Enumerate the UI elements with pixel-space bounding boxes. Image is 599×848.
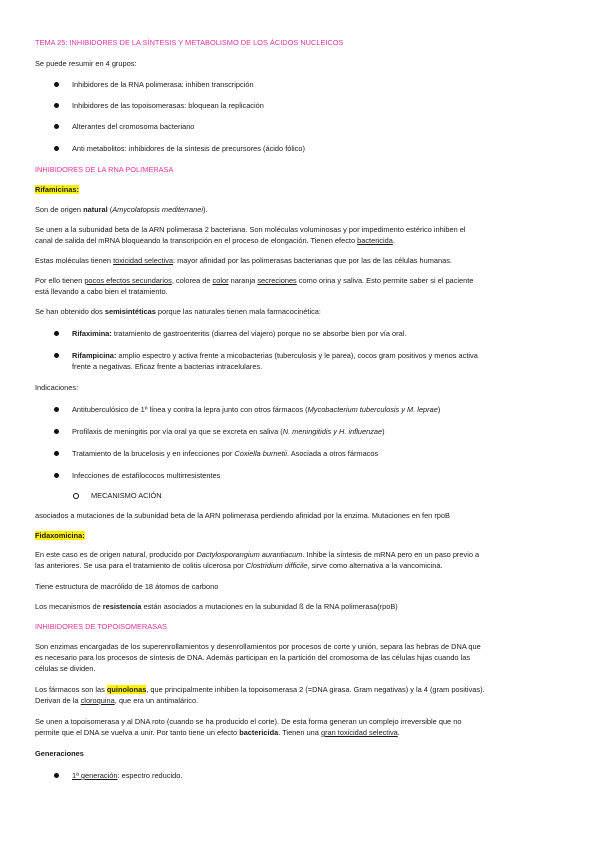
species-name: N. meningitidis y H. influenzae xyxy=(282,427,383,436)
bullet-icon xyxy=(54,473,59,478)
text: las anteriores. Se usa para el tratamiento de colitis ulcerosa por xyxy=(35,561,246,570)
underlined-term: pocos efectos secundarios xyxy=(84,276,172,285)
text: : mayor afinidad por las polimerasas bacterianas que por las de las células humanas. xyxy=(173,256,452,265)
species-name: Coxiella burnetii xyxy=(234,449,287,458)
text: Antituberculósico de 1º línea y contra la lepra junto con otros fármacos ( xyxy=(72,405,308,414)
resistance-text: asociados a mutaciones de la subunidad beta de la ARN polimerasa perdiendo afinidad por la enzima. Mutaciones en fen rpoB xyxy=(35,511,450,520)
text: como orina y saliva. Esto permite saber si el paciente xyxy=(296,276,474,285)
drug-name: Rifaximina: xyxy=(72,329,112,338)
text: Estas moléculas tienen xyxy=(35,256,114,265)
text: Por ello tienen xyxy=(35,276,85,285)
bullet-icon xyxy=(54,429,59,434)
rifamicinas-side-effects-line2: está llevando a cabo bien el tratamiento. xyxy=(35,287,168,296)
fidaxomicina-line1 xyxy=(35,549,565,560)
text: . Tienen una xyxy=(278,728,321,737)
sub-list-item: MECANISMO ACIÓN xyxy=(91,491,162,500)
text: , sirve como alternativa a la vancomicina. xyxy=(307,561,443,570)
list-item: Inhibidores de las topoisomerasas: bloquean la replicación xyxy=(72,101,264,110)
text: : espectro reducido. xyxy=(117,771,183,780)
bullet-icon xyxy=(54,331,59,336)
bullet-icon xyxy=(54,407,59,412)
fidaxomicina-line2 xyxy=(35,560,565,571)
topo-mechanism-line2 xyxy=(35,727,565,738)
highlight: Rifamicinas: xyxy=(35,185,79,194)
list-item xyxy=(72,448,562,459)
fidaxomicina-resistance xyxy=(35,601,565,612)
text: En este caso es de origen natural, producido por xyxy=(35,550,197,559)
bullet-icon xyxy=(54,124,59,129)
species-name: Dactylosporangium aurantiacum xyxy=(196,550,303,559)
list-item xyxy=(72,426,562,437)
text: Son de origen xyxy=(35,205,84,214)
underlined-term: secreciones xyxy=(257,276,297,285)
text: canal de salida del mRNA bloqueando la transcripción en el proceso de elongación. Tienen efecto xyxy=(35,236,358,245)
species-name: Amycolatopsis mediterranei xyxy=(112,205,204,214)
text: ) xyxy=(437,405,441,414)
list-item: Anti metabolitos: inhibidores de la síntesis de precursores (ácido fólico) xyxy=(72,144,305,153)
text: . xyxy=(397,728,400,737)
text: están asociados a mutaciones en la subunidad ß de la RNA polimerasa(rpoB) xyxy=(141,602,398,611)
text: ). xyxy=(203,205,208,214)
text: amplio espectro y activa frente a micobacterias (tuberculosis y le parea), cocos gram positivos y menos activa xyxy=(116,351,478,360)
text: Tratamiento de la brucelosis y en infecciones por xyxy=(72,449,235,458)
list-item xyxy=(72,350,562,361)
species-name: Clostridium difficile xyxy=(245,561,308,570)
underlined-term: 1ª generación xyxy=(72,771,118,780)
species-name: Mycobacterium tuberculosis y M. leprae xyxy=(307,405,438,414)
list-item xyxy=(72,328,562,339)
highlight: Fidaxomicina: xyxy=(35,531,85,540)
document-title: TEMA 25: INHIBIDORES DE LA SÍNTESIS Y METABOLISMO DE LOS ÁCIDOS NUCLEICOS xyxy=(35,38,344,47)
text: naranja xyxy=(228,276,258,285)
fidaxomicina-structure: Tiene estructura de macrólido de 18 átomos de carbono xyxy=(35,582,219,591)
text: permite que el DNA se vuelva a unir. Por tanto tiene un efecto xyxy=(35,728,240,737)
text: Profilaxis de meningitis por vía oral ya que se excreta en saliva ( xyxy=(72,427,283,436)
bullet-icon xyxy=(54,103,59,108)
text: Los mecanismos de xyxy=(35,602,103,611)
rifamicinas-toxicity xyxy=(35,255,565,266)
rifamicinas-mechanism-line2 xyxy=(35,235,565,246)
generations-heading: Generaciones xyxy=(35,749,84,758)
intro-text: Se puede resumir en 4 grupos: xyxy=(35,59,137,68)
highlight: quinolonas xyxy=(106,685,147,694)
text: Derivan de la xyxy=(35,696,81,705)
text: Los fármacos son las xyxy=(35,685,107,694)
text: ( xyxy=(107,205,113,214)
topo-intro-line3: células se dividen. xyxy=(35,664,96,673)
text: , colorea de xyxy=(171,276,213,285)
list-item-continuation: frente a negativas. Eficaz frente a bacterias intracelulares. xyxy=(72,362,263,371)
text: Se han obtenido dos xyxy=(35,307,105,316)
rifamicinas-origin xyxy=(35,204,565,215)
underlined-term: gran toxicidad selectiva xyxy=(320,728,398,737)
bullet-icon xyxy=(54,146,59,151)
text: . Asociada a otros fármacos xyxy=(287,449,379,458)
bullet-icon xyxy=(54,451,59,456)
underlined-term: cloroquina xyxy=(80,696,115,705)
list-item: Inhibidores de la RNA polimerasa: inhiben transcripción xyxy=(72,80,254,89)
bullet-icon xyxy=(54,773,59,778)
bold-text: resistencia xyxy=(102,602,142,611)
text: ) xyxy=(382,427,385,436)
text: porque las naturales tienen mala farmacocinética: xyxy=(155,307,321,316)
quinolonas-line2 xyxy=(35,695,565,706)
hollow-bullet-icon xyxy=(73,493,79,499)
bold-text: semisintéticas xyxy=(104,307,156,316)
text: , que era un antimalárico. xyxy=(114,696,199,705)
topo-intro-line1: Son enzimas encargadas de los superenrollamientos y desenrollamientos por procesos de corte y unión, separa las hebras de DNA que xyxy=(35,642,481,651)
bullet-icon xyxy=(54,82,59,87)
fidaxomicina-heading xyxy=(35,530,565,541)
text: tratamiento de gastroenteritis (diarrea del viajero) porque no se absorbe bien por vía oral. xyxy=(111,329,407,338)
section-heading-topo: INHIBIDORES DE TOPOISOMERASAS xyxy=(35,622,167,631)
text: . xyxy=(392,236,395,245)
underlined-term: toxicidad selectiva xyxy=(113,256,174,265)
bullet-icon xyxy=(54,353,59,358)
underlined-term: bactericida xyxy=(357,236,393,245)
text: , que principalmente inhiben la topoisomerasa 2 (=DNA girasa. Gram negativas) y la 4 (gram positivas). xyxy=(146,685,485,694)
topo-mechanism-line1: Se unen a topoisomerasa y al DNA roto (cuando se ha producido el corte). De esta forma generan un complejo irreversible que no xyxy=(35,717,462,726)
rifamicinas-mechanism-line1: Se unen a la subunidad beta de la ARN polimerasa 2 bacteriana. Son moléculas voluminosas y por impedimento estérico inhiben el xyxy=(35,225,466,234)
list-item: Infecciones de estafilococos multirresistentes xyxy=(72,471,221,480)
quinolonas-line1 xyxy=(35,684,565,695)
rifamicinas-heading xyxy=(35,184,565,195)
list-item: Alterantes del cromosoma bacteriano xyxy=(72,122,195,131)
drug-name: Rifampicina: xyxy=(72,351,117,360)
underlined-term: color xyxy=(212,276,229,285)
bold-text: natural xyxy=(83,205,108,214)
text: . Inhibe la síntesis de mRNA pero en un paso previo a xyxy=(302,550,480,559)
list-item xyxy=(72,770,562,781)
indications-label: Indicaciones: xyxy=(35,383,79,392)
topo-intro-line2: es necesario para los procesos de síntesis de DNA. Además participan en la partición del cromosoma de las células hijas cuando las xyxy=(35,653,471,662)
list-item xyxy=(72,404,562,415)
bold-text: bactericida xyxy=(239,728,279,737)
rifamicinas-side-effects-line1 xyxy=(35,275,565,286)
section-heading-rna: INHIBIDORES DE LA RNA POLIMERASA xyxy=(35,165,174,174)
semisynthetic-intro xyxy=(35,306,565,317)
